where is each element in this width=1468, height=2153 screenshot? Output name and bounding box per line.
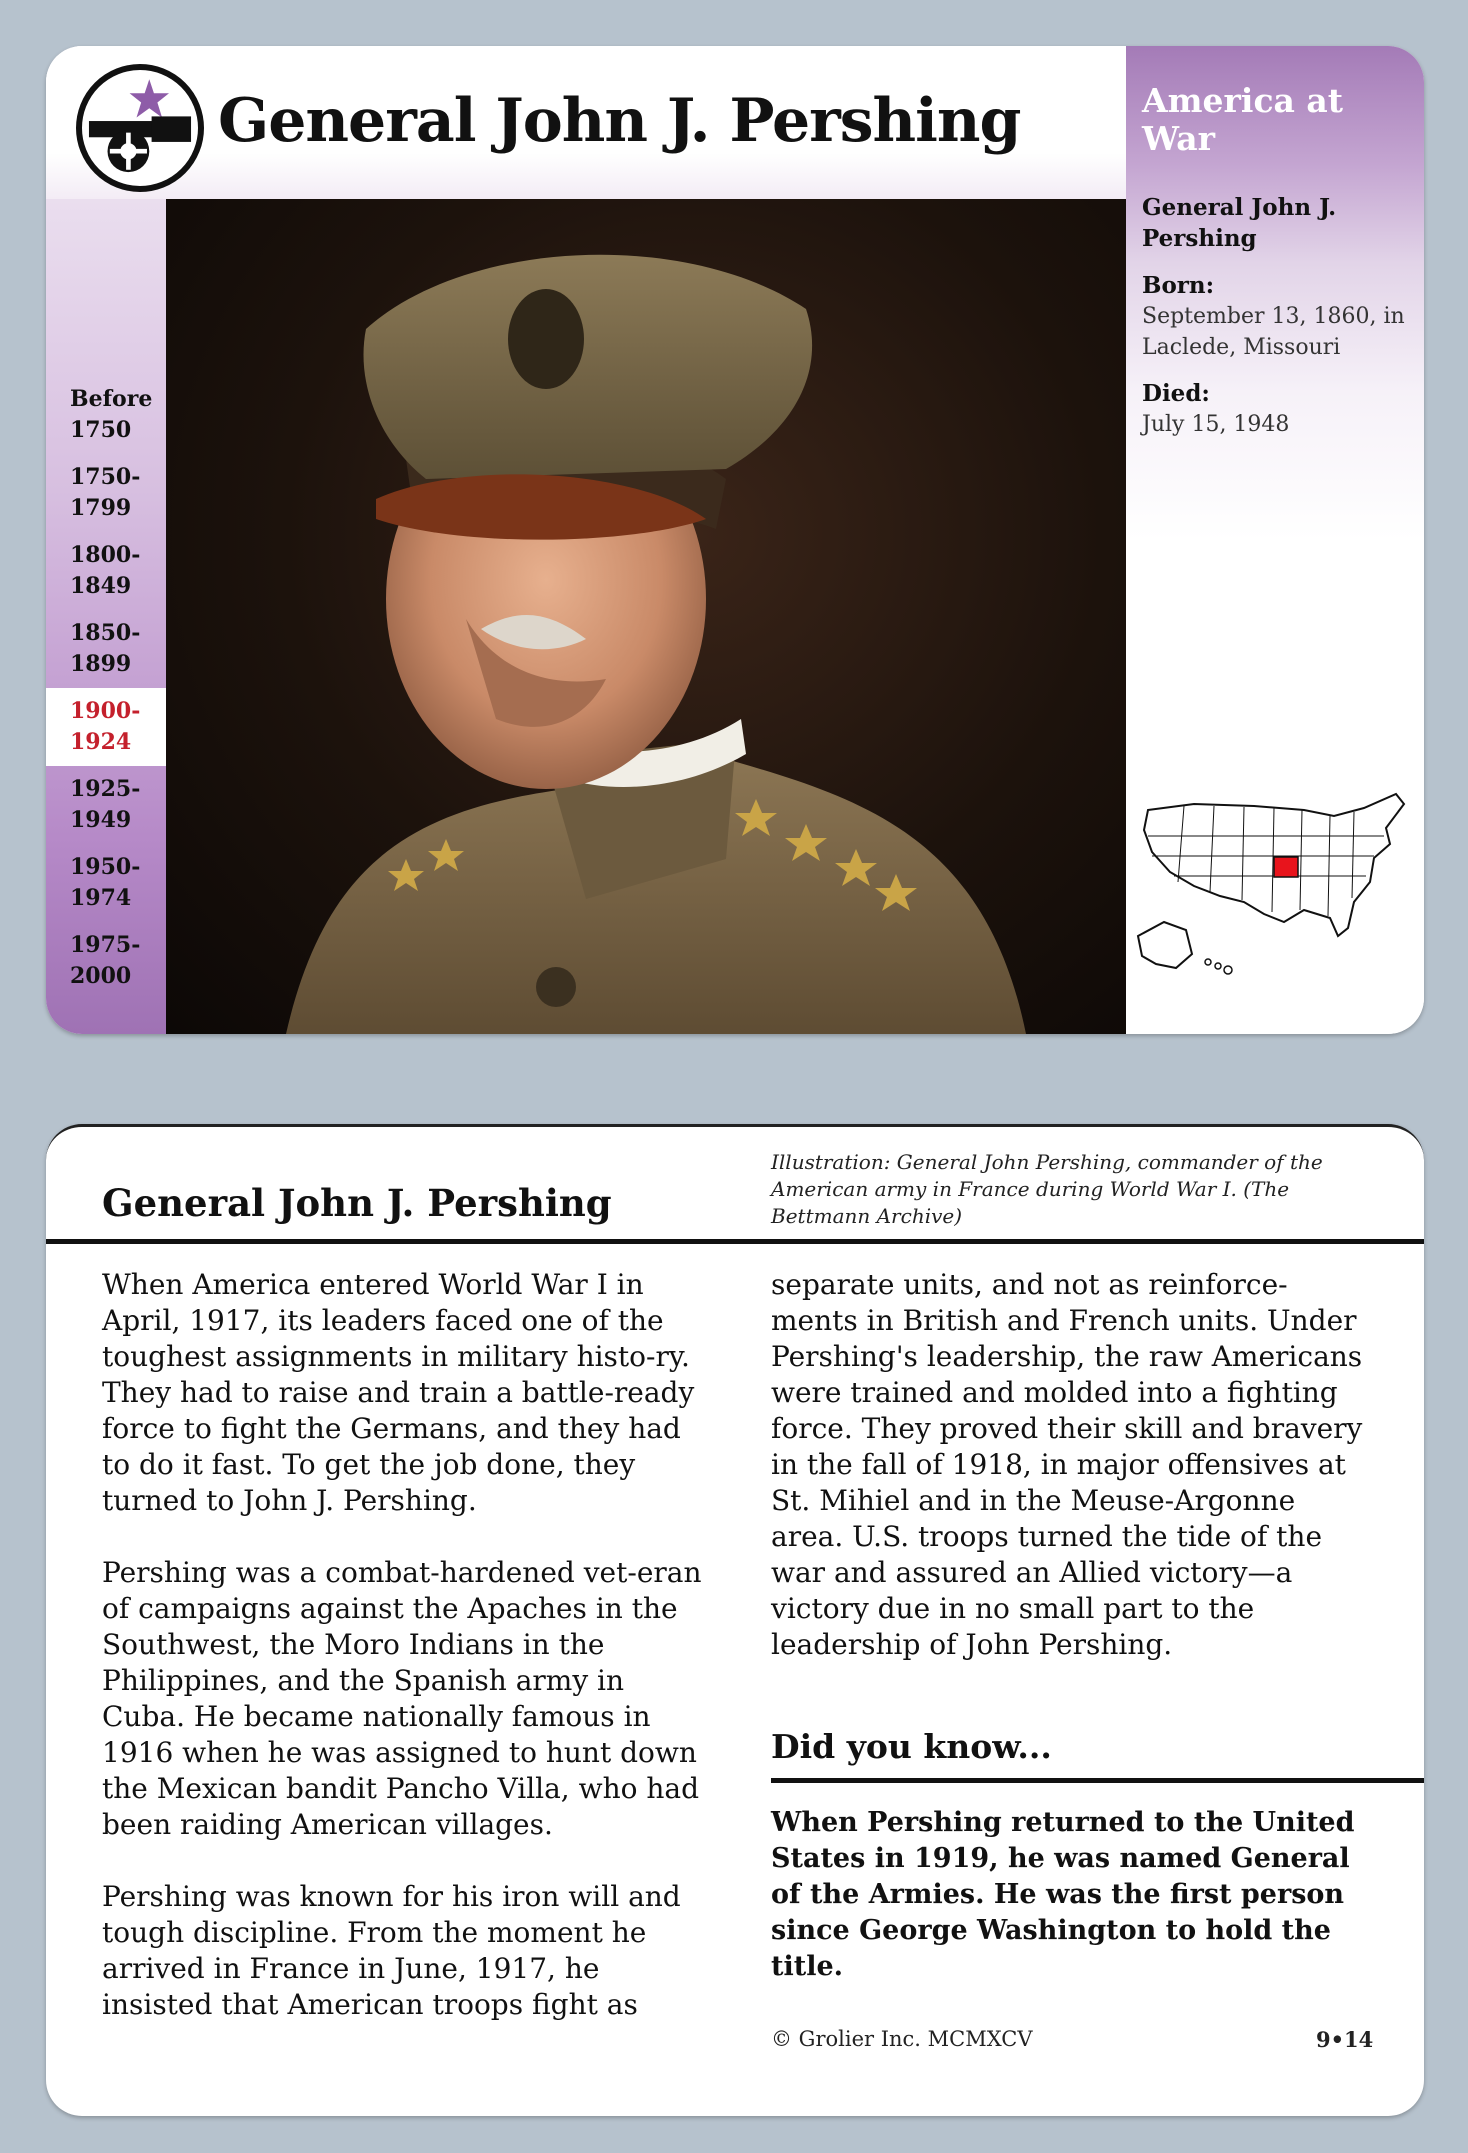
front-title: General John J. Pershing <box>218 86 1021 156</box>
timeline-period: 1800- 1849 <box>70 542 141 599</box>
title-rule <box>46 1239 1424 1244</box>
paragraph: When America entered World War I in April, 1917, its leaders faced one of the toughest assignments in military histo-ry. They had to raise and train a battle-ready force to fight the Germans, and they had to do it fast. To get the job done, they turned to John J. Pershing. <box>102 1268 695 1517</box>
us-map-icon <box>1134 786 1416 976</box>
card-number: 9•14 <box>1316 2027 1374 2052</box>
paragraph: Pershing was known for his iron will and tough discipline. From the moment he arrived in France in June, 1917, he insisted that American troops fight as <box>102 1880 681 2021</box>
right-column <box>771 1267 1371 1699</box>
paragraph: separate units, and not as reinforce-ments in British and French units. Under Pershing's leadership, the raw Americans were trained and molded into a fighting force. They proved their skill and bravery in the fall of 1918, in major offensives at St. Mihiel and in the Meuse-Argonne area. U.S. troops turned the tide of the war and assured an Allied victory—a victory due in no small part to the leadership of John Pershing. <box>771 1268 1363 1661</box>
did-you-know-rule <box>771 1778 1424 1783</box>
timeline-period: 1975- 2000 <box>70 932 141 989</box>
timeline <box>46 376 166 1000</box>
timeline-period: 1750- 1799 <box>70 464 141 521</box>
paragraph: Pershing was a combat-hardened vet-eran of campaigns against the Apaches in the Southwest, the Moro Indians in the Philippines, and the Spanish army in Cuba. He became nationally famous in 1916 when he was assigned to hunt down the Mexican bandit Pancho Villa, who had been raiding American villages. <box>102 1556 702 1841</box>
subject-name: General John J. Pershing <box>1142 194 1337 252</box>
timeline-period: 1900- 1924 <box>46 688 166 766</box>
timeline-period: Before 1750 <box>70 386 153 443</box>
timeline-period: 1850- 1899 <box>70 620 141 677</box>
card-back <box>46 1124 1424 2116</box>
illustration-caption: Illustration: General John Pershing, commander of the American army in France during World War I. (The Bettmann Archive) <box>771 1150 1323 1228</box>
portrait-image <box>166 199 1126 1034</box>
born-block <box>1142 270 1412 363</box>
timeline-period: 1950- 1974 <box>70 854 141 911</box>
copyright: © Grolier Inc. MCMXCV <box>771 2027 1033 2051</box>
born-label: Born: <box>1142 272 1215 299</box>
born-value: September 13, 1860, in Laclede, Missouri <box>1142 304 1405 360</box>
did-you-know-body: When Pershing returned to the United States in 1919, he was named General of the Armies. He was the first person since George Washington to hold the title. <box>771 1807 1355 1982</box>
timeline-period: 1925- 1949 <box>70 776 141 833</box>
star-cannon-icon <box>76 64 204 192</box>
died-label: Died: <box>1142 380 1210 407</box>
left-column <box>102 1267 702 2059</box>
category-heading: America at War <box>1142 81 1344 158</box>
info-sidebar <box>1126 46 1424 1034</box>
did-you-know-heading: Did you know... <box>771 1727 1052 1766</box>
missouri-highlight <box>1274 857 1298 877</box>
back-title: General John J. Pershing <box>102 1181 612 1225</box>
died-value: July 15, 1948 <box>1142 412 1290 437</box>
died-block <box>1142 378 1412 440</box>
card-front <box>46 46 1424 1034</box>
